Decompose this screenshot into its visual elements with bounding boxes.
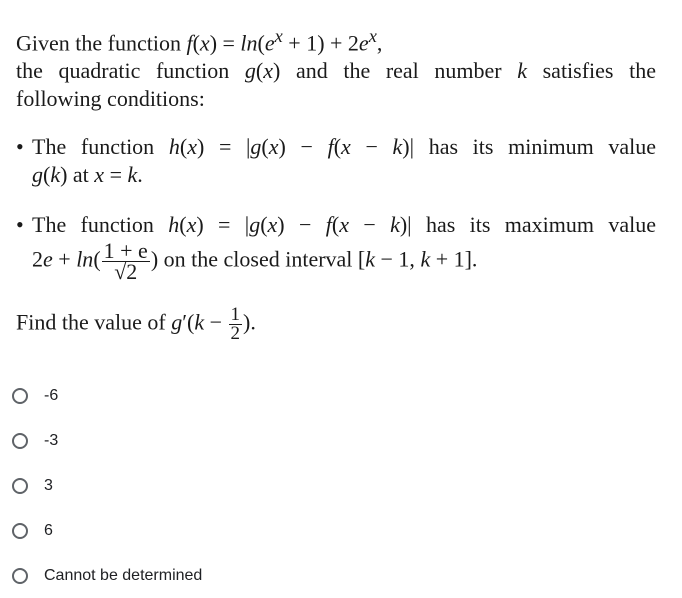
option-label: Cannot be determined bbox=[44, 566, 203, 584]
radio-button[interactable] bbox=[12, 523, 28, 539]
option-label: 3 bbox=[44, 476, 53, 494]
intro-line-1: Given the function $f(x) = \ln(e^x + 1) + 2e^x$, bbox=[16, 26, 383, 56]
radio-button[interactable] bbox=[12, 388, 28, 404]
answer-options bbox=[12, 373, 412, 598]
option-label: 6 bbox=[44, 521, 53, 539]
bullet: • bbox=[16, 212, 24, 238]
option-1[interactable] bbox=[12, 373, 412, 418]
intro-line-2: the quadratic function g(x) and the real number k satisfies the bbox=[16, 58, 656, 84]
radio-button[interactable] bbox=[12, 433, 28, 449]
option-label: -3 bbox=[44, 431, 59, 449]
condition-2 bbox=[16, 211, 656, 285]
radio-button[interactable] bbox=[12, 478, 28, 494]
question-text bbox=[16, 22, 656, 343]
condition-1 bbox=[16, 133, 656, 189]
option-5[interactable] bbox=[12, 553, 412, 598]
radio-button[interactable] bbox=[12, 568, 28, 584]
intro-line-3: following conditions: bbox=[16, 86, 205, 112]
option-label: -6 bbox=[44, 386, 59, 404]
bullet: • bbox=[16, 134, 24, 160]
option-4[interactable] bbox=[12, 508, 412, 553]
fraction-one-half: $\frac{1}{2}$ bbox=[230, 304, 241, 345]
condition-1-line-1: The function h(x) = |g(x) − f(x − k)| has its minimum value bbox=[32, 134, 656, 160]
option-2[interactable] bbox=[12, 418, 412, 463]
condition-2-line-2: 2e + ln( $\frac{1 + e}{√2}$ ) on the closed interval [k − 1, k + 1]. bbox=[32, 238, 478, 285]
find-line: Find the value of g′(k − $\frac{1}{2}$ ). bbox=[16, 304, 256, 345]
condition-1-line-2: g(k) at x = k. bbox=[32, 162, 143, 188]
option-3[interactable] bbox=[12, 463, 412, 508]
fraction-one-plus-e-over-root-two: $\frac{1 + e}{√2}$ bbox=[103, 238, 148, 285]
condition-2-line-1: The function h(x) = |g(x) − f(x − k)| has its maximum value bbox=[32, 212, 656, 238]
